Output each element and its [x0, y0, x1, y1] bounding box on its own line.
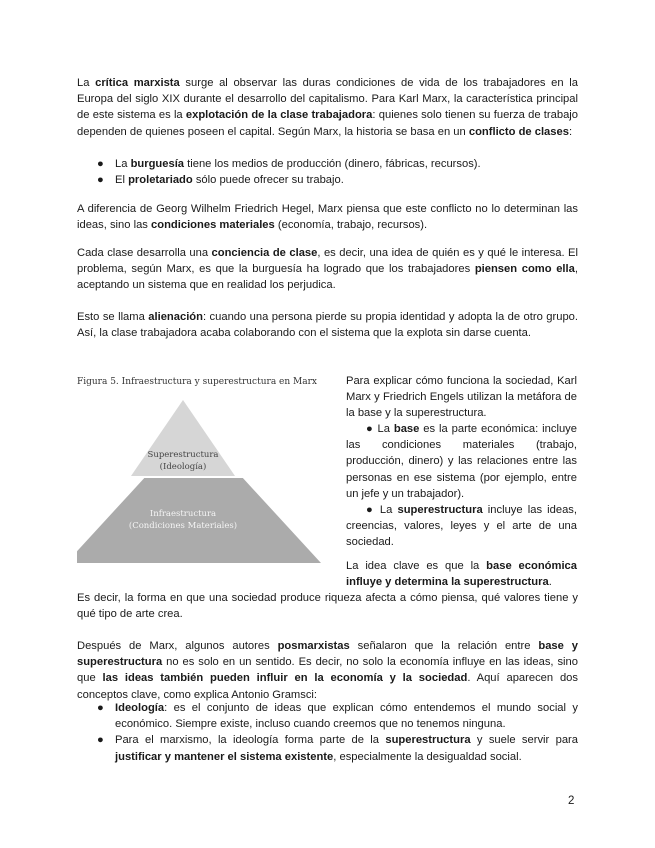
bullet-icon: ● [366, 423, 374, 435]
conciencia-paragraph: Cada clase desarrolla una conciencia de clase, es decir, una idea de quién es y qué le interesa. El problema, según Marx, es que la burguesía ha logrado que los trabajadores piensen como ella, aceptando un sistema que en realidad los perjudica. [77, 247, 578, 292]
infrastructure-sublabel: (Condiciones Materiales) [128, 521, 238, 531]
intro-paragraph: La crítica marxista surge al observar las duras condiciones de vida de los trabajadores en la Europa del siglo XIX durante el desarrollo del capitalismo. Para Karl Marx, la característica principal de este sistema es la explotación de la clase trabajadora: quienes solo tienen su fuerza de trabajo dependen de quienes poseen el capital. Según Marx, la historia se basa en un conflicto de clases: [77, 77, 578, 138]
bullet-icon: ● [97, 174, 104, 187]
superstructure-sublabel: (Ideología) [159, 462, 207, 472]
key-idea-continuation: Es decir, la forma en que una sociedad produce riqueza afecta a cómo piensa, qué valores tiene y qué tipo de arte crea. [77, 592, 578, 621]
infrastructure-label: Infraestructura [149, 509, 217, 519]
list-item: ● Ideología: es el conjunto de ideas que explican cómo entendemos el mundo social y económico. Siempre existe, incluso cuando creemos que no tenemos ninguna. [97, 702, 578, 731]
figure-caption: Figura 5. Infraestructura y superestructura en Marx [77, 377, 317, 387]
ideology-list [77, 700, 578, 765]
pyramid-figure [77, 390, 325, 570]
key-idea-paragraph: La idea clave es que la base económica influye y determina la superestructura. [346, 560, 577, 589]
class-list [77, 156, 578, 188]
hegel-paragraph: A diferencia de Georg Wilhelm Friedrich Hegel, Marx piensa que este conflicto no lo determinan las ideas, sino las condiciones materiales (economía, trabajo, recursos). [77, 203, 578, 232]
bullet-icon: ● [97, 734, 104, 747]
list-item: ● Para el marxismo, la ideología forma parte de la superestructura y suele servir para justificar y mantener el sistema existente, especialmente la desigualdad social. [97, 734, 578, 763]
alienacion-paragraph: Esto se llama alienación: cuando una persona pierde su propia identidad y adopta la de otro grupo. Así, la clase trabajadora acaba colaborando con el sistema que la explota sin darse cuenta. [77, 311, 579, 340]
list-item: ● La base es la parte económica: incluye las condiciones materiales (trabajo, producción, dinero) y las relaciones entre las personas en ese sistema (por ejemplo, entre un jefe y un trabajador). [346, 423, 577, 500]
list-item: ● El proletariado sólo puede ofrecer su trabajo. [77, 172, 578, 188]
list-item: ● La burguesía tiene los medios de producción (dinero, fábricas, recursos). [77, 156, 578, 172]
right-intro: Para explicar cómo funciona la sociedad, Karl Marx y Friedrich Engels utilizan la metáfora de la base y la superestructura. [346, 375, 577, 420]
bullet-icon: ● [97, 702, 104, 714]
bullet-icon: ● [97, 158, 104, 170]
bullet-icon: ● [366, 504, 375, 517]
base-super-list [346, 421, 577, 551]
list-item: ● La superestructura incluye las ideas, creencias, valores, leyes y el arte de una sociedad. [346, 504, 578, 549]
superstructure-label: Superestructura [147, 450, 219, 460]
page-number: 2 [568, 795, 575, 807]
posmarxist-paragraph: Después de Marx, algunos autores posmarxistas señalaron que la relación entre base y superestructura no es solo en un sentido. Es decir, no solo la economía influye en las ideas, sino que las ideas también pueden influir en la economía y la sociedad. Aquí aparecen dos conceptos clave, como explica Antonio Gramsci: [77, 640, 578, 701]
